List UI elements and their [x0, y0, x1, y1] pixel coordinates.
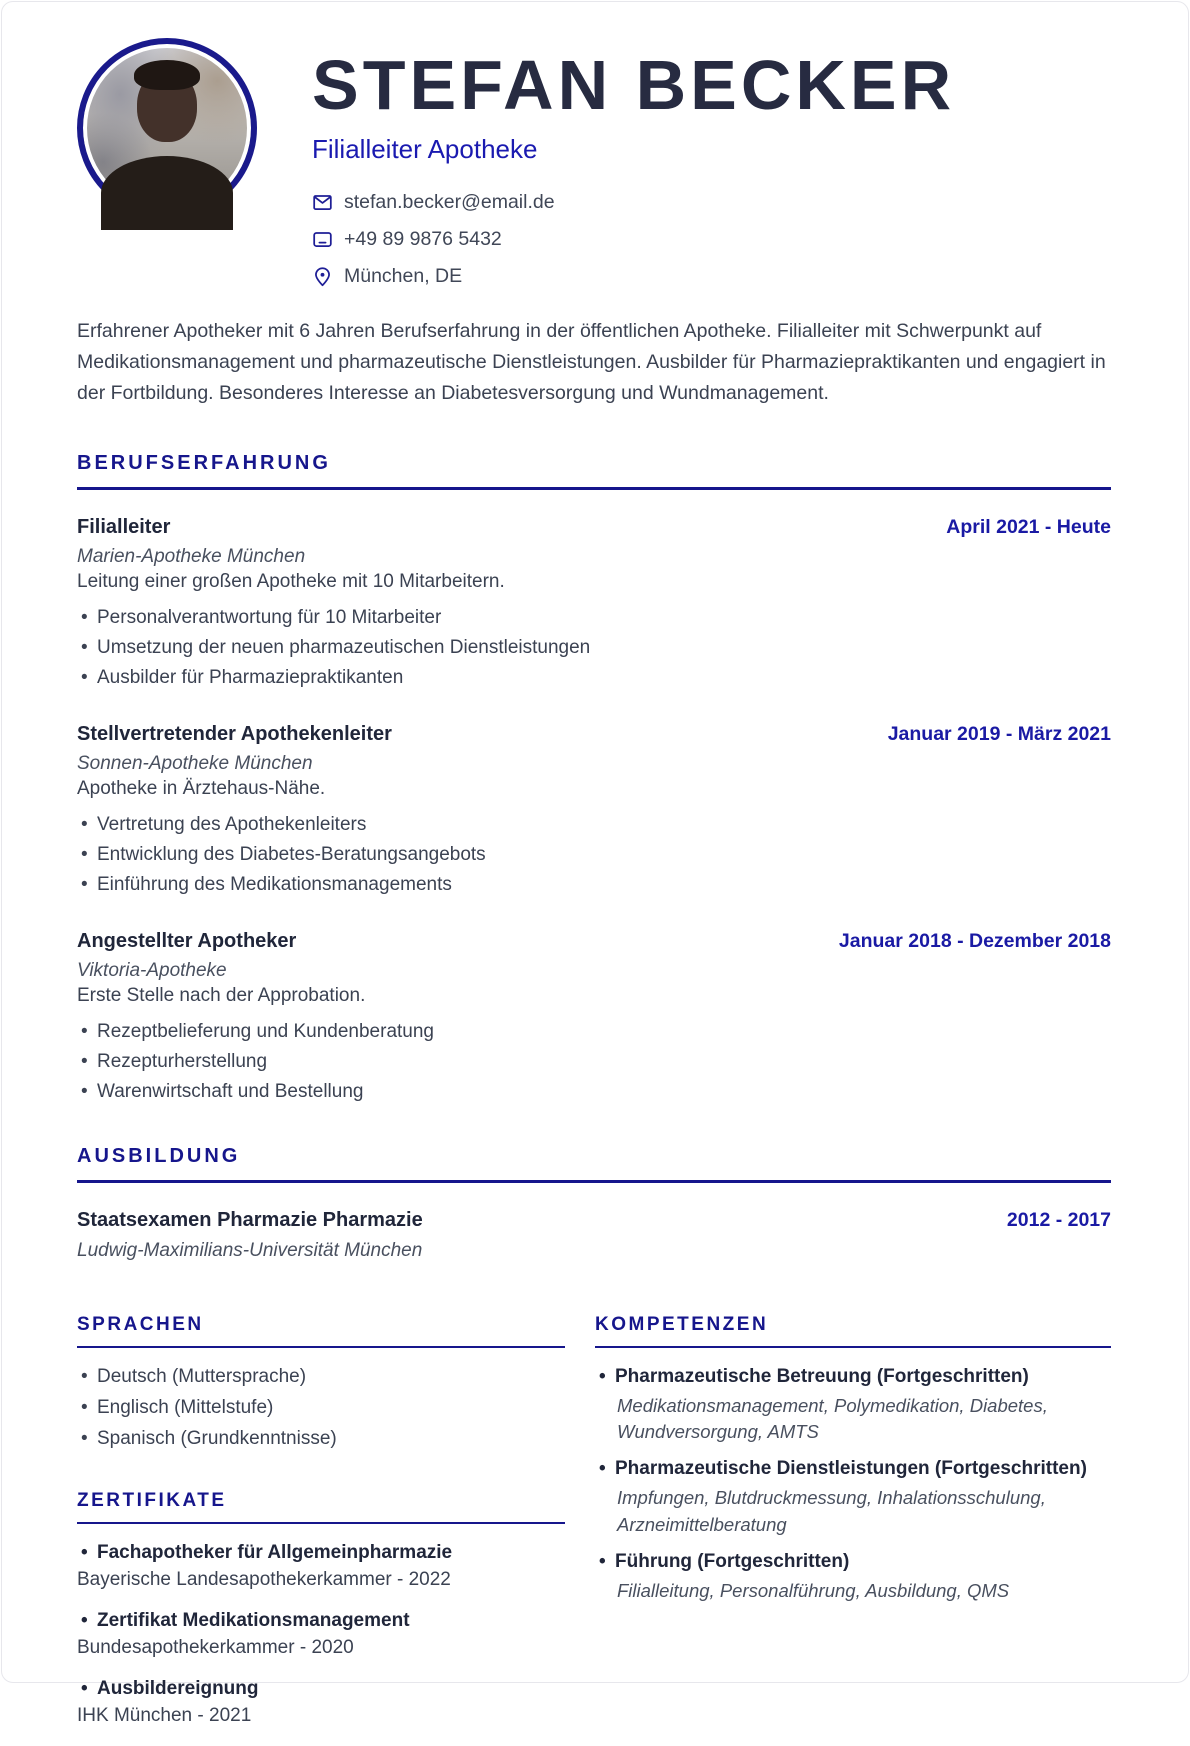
job-title: Stellvertretender Apothekenleiter: [77, 722, 392, 745]
job-dates: Januar 2019 - März 2021: [887, 722, 1111, 745]
skill-name: • Pharmazeutische Dienstleistungen (Fortgeschritten): [595, 1458, 1111, 1480]
job-bullets: [77, 814, 1111, 896]
certificate-org: Bayerische Landesapothekerkammer - 2022: [77, 1568, 451, 1590]
language-item: • Deutsch (Muttersprache): [77, 1366, 565, 1388]
email-icon: [312, 192, 333, 213]
contact-email-text: stefan.becker@email.de: [344, 191, 555, 213]
job-bullet: • Rezepturherstellung: [77, 1051, 1111, 1073]
education-degree: Staatsexamen Pharmazie Pharmazie: [77, 1208, 423, 1231]
job-bullet: • Ausbilder für Pharmaziepraktikanten: [77, 667, 1111, 689]
job-bullet: • Einführung des Medikationsmanagements: [77, 874, 1111, 896]
resume-header: [77, 38, 1111, 302]
experience-heading: BERUFSERFAHRUNG: [77, 452, 1111, 490]
skill-item: [595, 1366, 1111, 1447]
contact-email: [312, 191, 955, 214]
certificate-name: • Fachapotheker für Allgemeinpharmazie: [77, 1542, 565, 1564]
job-company: Marien-Apotheke München: [77, 545, 306, 567]
resume-page: [1, 1, 1189, 1726]
job-dates: April 2021 - Heute: [946, 515, 1111, 538]
job-entry: [77, 723, 1111, 896]
bottom-columns: [77, 1314, 1111, 1746]
languages-list: [77, 1366, 565, 1450]
certificate-org: IHK München - 2021: [77, 1704, 252, 1726]
job-description: Apotheke in Ärztehaus-Nähe.: [77, 777, 326, 799]
job-description: Leitung einer großen Apotheke mit 10 Mitarbeitern.: [77, 570, 505, 592]
certificate-item: [77, 1610, 565, 1659]
contact-location-text: München, DE: [344, 265, 463, 287]
education-dates: 2012 - 2017: [1006, 1208, 1111, 1231]
education-body: [77, 1183, 1111, 1262]
contact-phone-text: +49 89 9876 5432: [344, 228, 502, 250]
certificate-item: [77, 1678, 565, 1727]
section-certificates: [77, 1490, 565, 1727]
skill-keywords: Impfungen, Blutdruckmessung, Inhalationsschulung, Arzneimittelberatung: [617, 1487, 1046, 1535]
certificate-name: • Zertifikat Medikationsmanagement: [77, 1610, 565, 1632]
skill-keywords: Medikationsmanagement, Polymedikation, Diabetes, Wundversorgung, AMTS: [617, 1394, 1048, 1443]
section-experience: [77, 452, 1111, 1103]
job-title-row: [77, 723, 1111, 746]
job-title-row: [77, 516, 1111, 539]
job-entry: [77, 930, 1111, 1103]
person-job-title: Filialleiter Apotheke: [312, 134, 538, 164]
language-item: • Englisch (Mittelstufe): [77, 1397, 565, 1419]
certificates-heading: ZERTIFIKATE: [77, 1490, 565, 1524]
certificate-item: [77, 1542, 565, 1591]
avatar: [77, 38, 257, 218]
job-bullet: • Warenwirtschaft und Bestellung: [77, 1081, 1111, 1103]
certificates-body: [77, 1524, 565, 1727]
skills-heading: KOMPETENZEN: [595, 1314, 1111, 1348]
job-company: Sonnen-Apotheke München: [77, 752, 313, 774]
job-bullet: • Vertretung des Apothekenleiters: [77, 814, 1111, 836]
contact-location: [312, 265, 955, 288]
right-column: [595, 1314, 1111, 1746]
phone-icon: [312, 229, 333, 250]
job-company: Viktoria-Apotheke: [77, 959, 227, 981]
skills-body: [595, 1348, 1111, 1605]
experience-body: [77, 490, 1111, 1103]
job-title-row: [77, 930, 1111, 953]
education-school: Ludwig-Maximilians-Universität München: [77, 1239, 423, 1261]
skill-item: [595, 1458, 1111, 1539]
location-pin-icon: [312, 266, 333, 287]
left-column: [77, 1314, 565, 1746]
header-text: [312, 38, 955, 302]
languages-body: [77, 1348, 565, 1450]
section-skills: [595, 1314, 1111, 1605]
job-entry: [77, 516, 1111, 689]
languages-heading: SPRACHEN: [77, 1314, 565, 1348]
job-title: Filialleiter: [77, 515, 171, 538]
summary-text: Erfahrener Apotheker mit 6 Jahren Berufserfahrung in der öffentlichen Apotheke. Filialleiter mit Schwerpunkt auf Medikationsmanagement und pharmazeutische Dienstleistungen. Ausbilder für Pharmaziepraktikanten und engagiert in der Fortbildung. Besonderes Interesse an Diabetesversorgung und Wundmanagement.: [77, 320, 1106, 405]
skill-name: • Pharmazeutische Betreuung (Fortgeschritten): [595, 1366, 1111, 1388]
section-languages: [77, 1314, 565, 1450]
job-title: Angestellter Apotheker: [77, 929, 297, 952]
contact-list: [312, 191, 955, 288]
avatar-hair: [134, 60, 200, 90]
job-bullet: • Rezeptbelieferung und Kundenberatung: [77, 1021, 1111, 1043]
job-bullet: • Personalverantwortung für 10 Mitarbeiter: [77, 607, 1111, 629]
education-heading: AUSBILDUNG: [77, 1145, 1111, 1183]
education-title-row: [77, 1209, 1111, 1232]
skill-keywords: Filialleitung, Personalführung, Ausbildung, QMS: [617, 1579, 1010, 1601]
certificate-name: • Ausbildereignung: [77, 1678, 565, 1700]
job-bullets: [77, 607, 1111, 689]
job-bullets: [77, 1021, 1111, 1103]
job-bullet: • Umsetzung der neuen pharmazeutischen Dienstleistungen: [77, 637, 1111, 659]
job-description: Erste Stelle nach der Approbation.: [77, 984, 366, 1006]
section-education: [77, 1145, 1111, 1262]
avatar-shoulders: [101, 156, 233, 230]
job-bullet: • Entwicklung des Diabetes-Beratungsangebots: [77, 844, 1111, 866]
skill-name: • Führung (Fortgeschritten): [595, 1551, 1111, 1573]
contact-phone: [312, 228, 955, 251]
job-dates: Januar 2018 - Dezember 2018: [838, 929, 1111, 952]
language-item: • Spanisch (Grundkenntnisse): [77, 1428, 565, 1450]
certificate-org: Bundesapothekerkammer - 2020: [77, 1636, 354, 1658]
person-name: STEFAN BECKER: [312, 46, 956, 124]
skill-item: [595, 1551, 1111, 1605]
